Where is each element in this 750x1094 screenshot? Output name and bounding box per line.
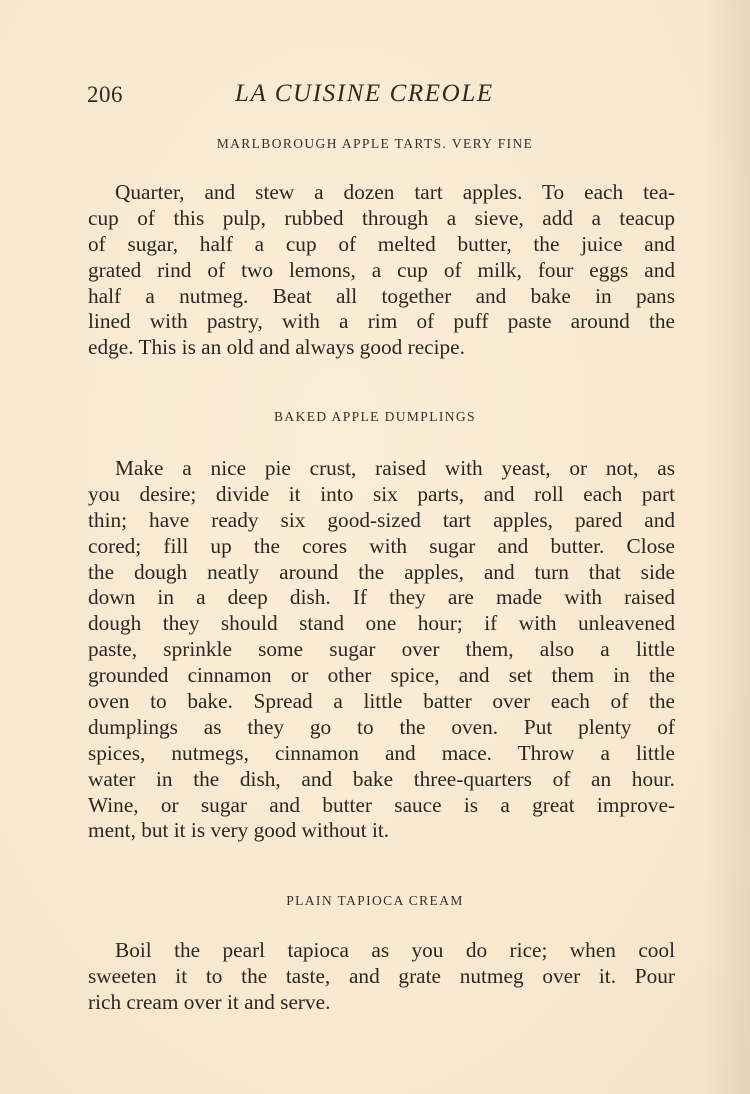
recipe-heading-baked-apple-dumplings: BAKED APPLE DUMPLINGS	[274, 409, 476, 424]
text-line: ment, but it is very good without it.	[88, 818, 390, 843]
text-line: Quarter, and stew a dozen tart apples. To each tea-	[115, 180, 675, 204]
recipe-heading-plain-tapioca-cream: PLAIN TAPIOCA CREAM	[286, 893, 464, 908]
text-line: sweeten it to the taste, and grate nutmeg over it. Pour	[88, 963, 675, 988]
recipe-body-plain-tapioca-cream	[88, 938, 675, 1016]
text-line: down in a deep dish. If they are made with raised	[88, 585, 675, 610]
text-line: spices, nutmegs, cinnamon and mace. Throw a little	[88, 740, 675, 765]
text-line: dough they should stand one hour; if with unleavened	[88, 611, 675, 636]
text-line: cup of this pulp, rubbed through a sieve, add a teacup	[88, 205, 675, 230]
recipe-heading-marlborough-apple-tarts: MARLBOROUGH APPLE TARTS. VERY FINE	[216, 136, 534, 151]
text-line: paste, sprinkle some sugar over them, also a little	[88, 637, 675, 662]
text-line: oven to bake. Spread a little batter over each of the	[88, 689, 675, 714]
text-line: Make a nice pie crust, raised with yeast, or not, as	[115, 456, 675, 480]
text-line: half a nutmeg. Beat all together and bake in pans	[88, 283, 675, 308]
text-line: Wine, or sugar and butter sauce is a great improve-	[88, 792, 675, 817]
text-line: cored; fill up the cores with sugar and butter. Close	[88, 533, 675, 558]
recipe-body-marlborough-apple-tarts	[88, 180, 675, 361]
text-line: grated rind of two lemons, a cup of milk, four eggs and	[88, 257, 675, 282]
text-line: dumplings as they go to the oven. Put plenty of	[88, 714, 675, 739]
running-head	[87, 78, 687, 110]
recipe-body-baked-apple-dumplings	[88, 456, 675, 844]
text-line: edge. This is an old and always good recipe.	[88, 335, 465, 360]
text-line: of sugar, half a cup of melted butter, the juice and	[88, 231, 675, 256]
text-line: lined with pastry, with a rim of puff paste around the	[88, 309, 675, 334]
text-line: rich cream over it and serve.	[88, 989, 331, 1014]
text-line: Boil the pearl tapioca as you do rice; when cool	[115, 938, 675, 962]
text-line: the dough neatly around the apples, and turn that side	[88, 559, 675, 584]
book-title: LA CUISINE CREOLE	[235, 80, 494, 107]
text-line: you desire; divide it into six parts, and roll each part	[88, 481, 675, 506]
text-line: grounded cinnamon or other spice, and set them in the	[88, 663, 675, 688]
text-line: thin; have ready six good-sized tart apples, pared and	[88, 507, 675, 532]
text-line: water in the dish, and bake three-quarters of an hour.	[88, 766, 675, 791]
page-number: 206	[87, 82, 123, 107]
